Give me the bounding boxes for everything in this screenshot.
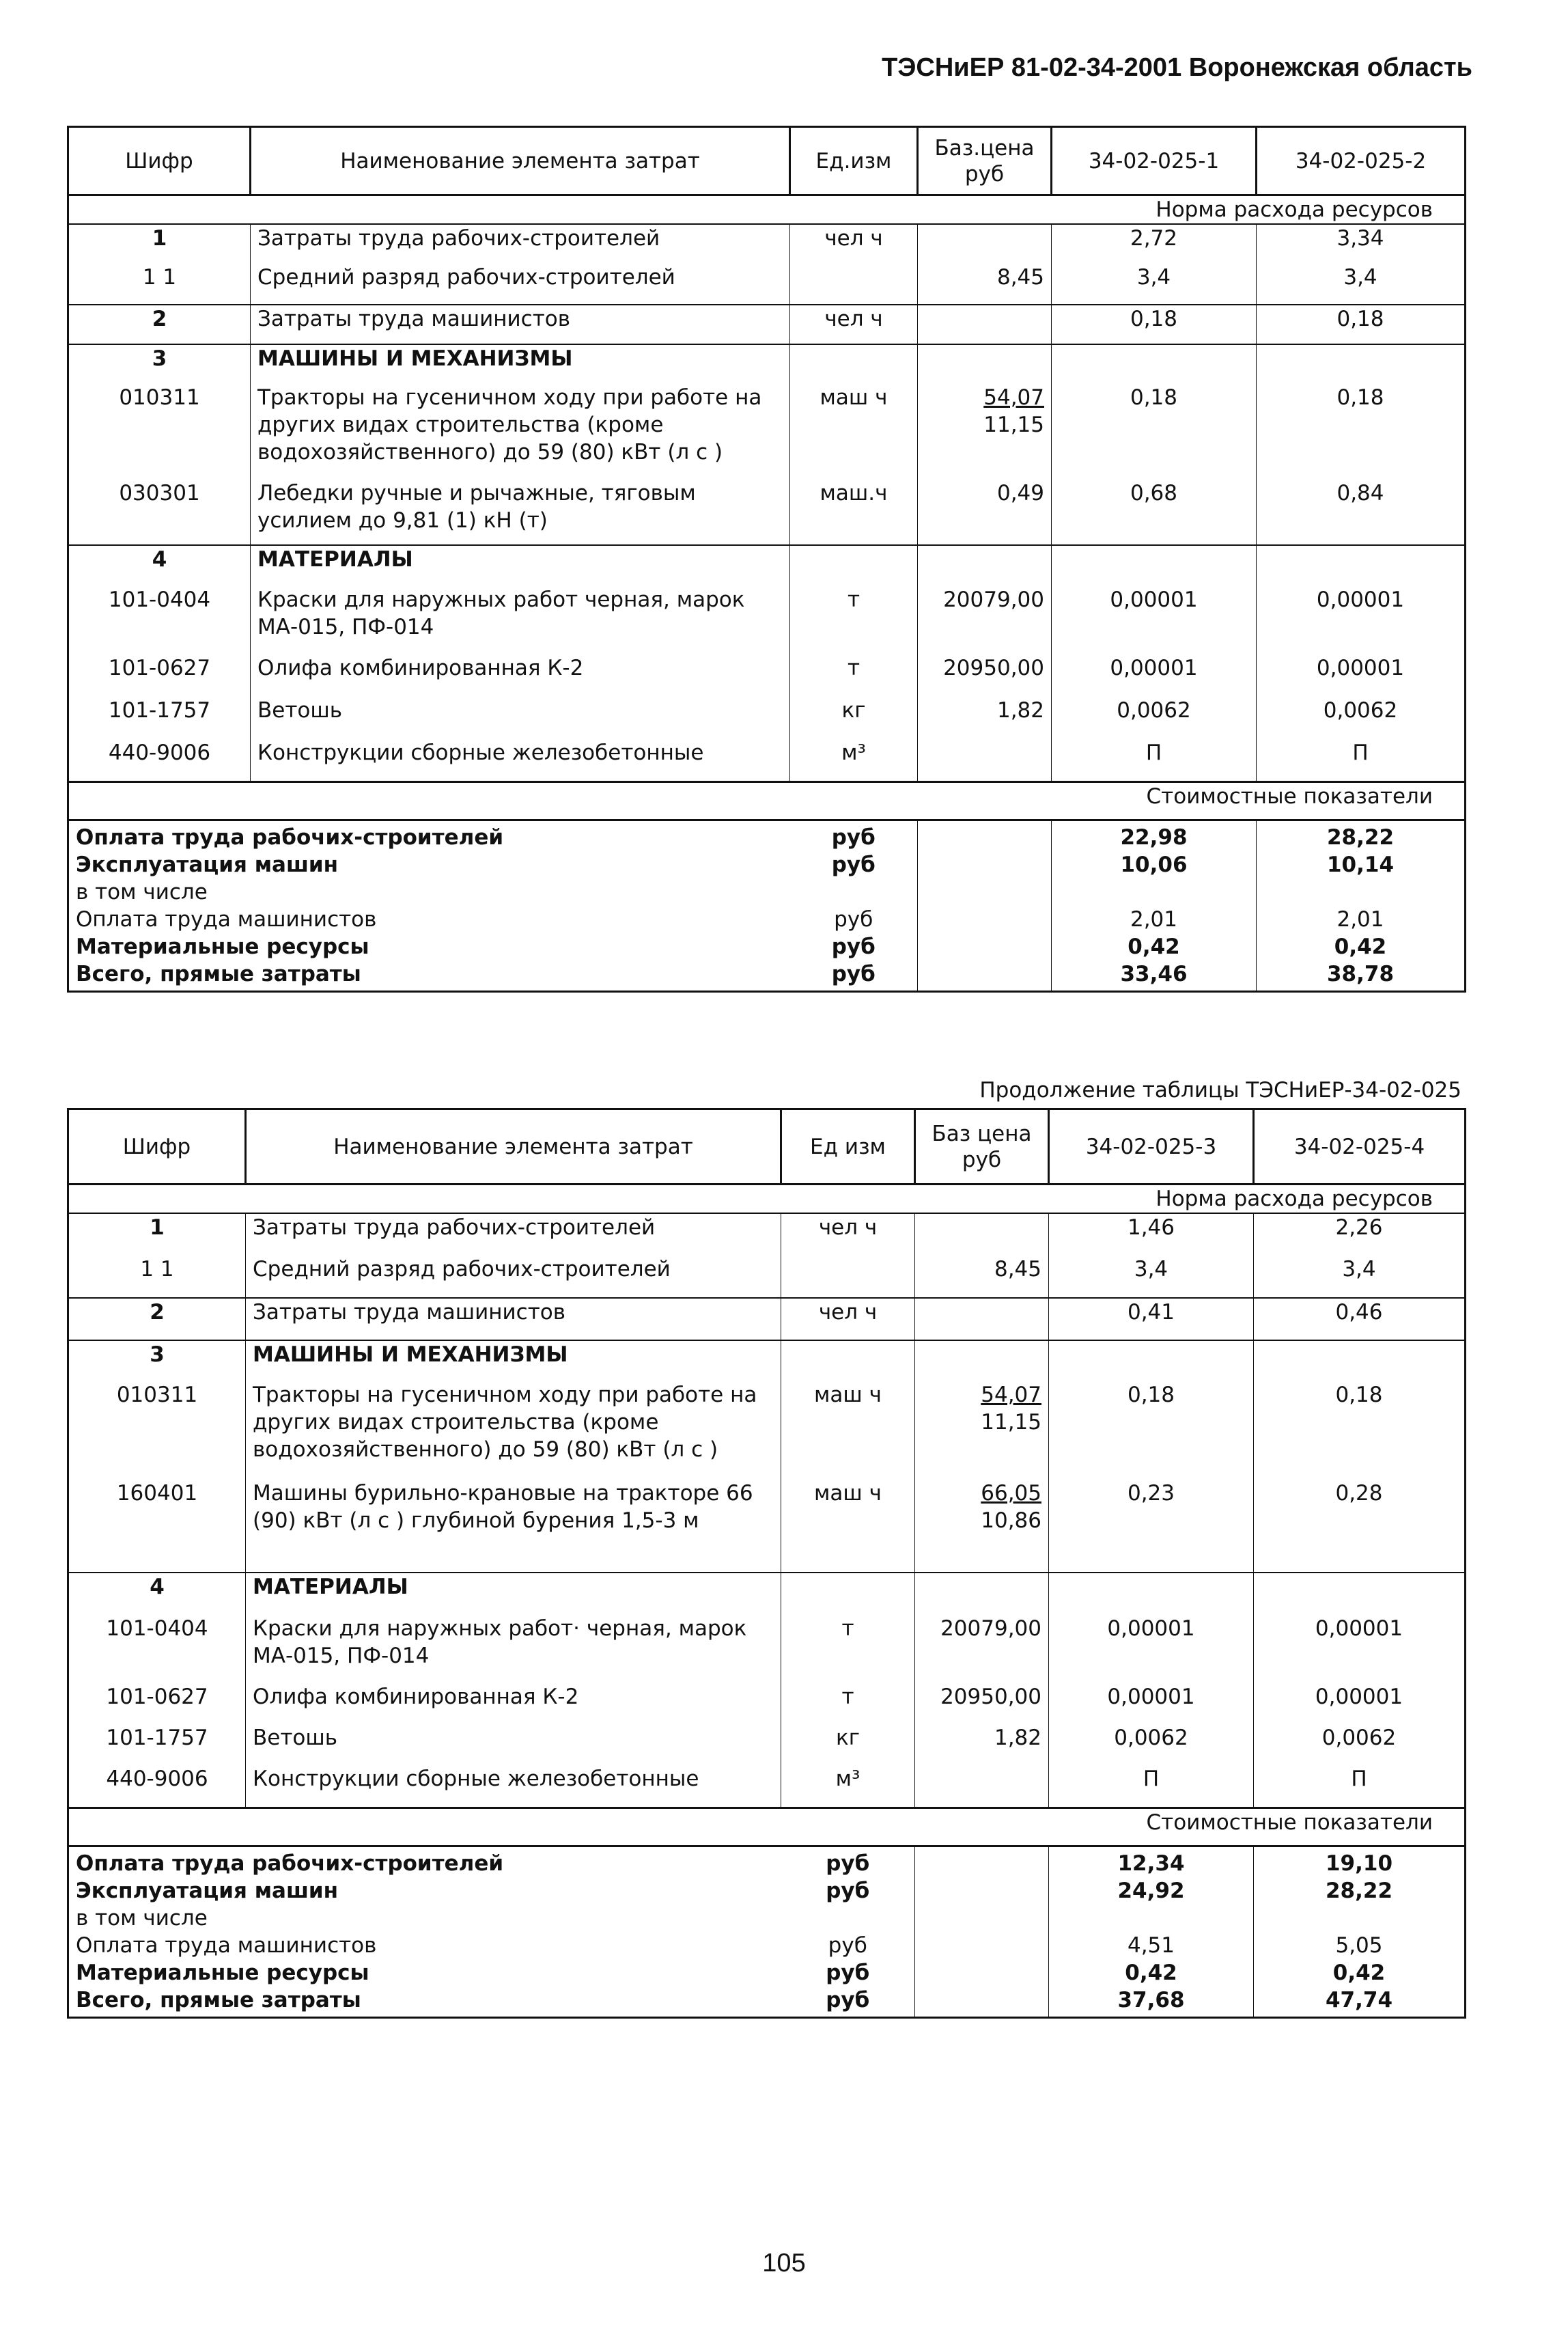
page-number: 105 xyxy=(762,2249,806,2277)
header-col-a: 34-02-025-3 xyxy=(1049,1109,1254,1185)
norm-banner-row xyxy=(68,195,1466,225)
row-value-b: 0,84 xyxy=(1257,480,1466,545)
header-price: Баз.цена руб xyxy=(918,127,1052,195)
row-value-b: 3,34 xyxy=(1257,224,1466,264)
row-name: Олифа комбинированная К-2 xyxy=(246,1683,781,1724)
row-unit: маш ч xyxy=(790,384,918,480)
cost-unit: руб xyxy=(790,906,918,933)
row-name: Тракторы на гусеничном ходу при работе на других видах строительства (кроме водохозяйственного) до 59 (80) кВт (л с ) xyxy=(251,384,790,480)
row-value-a: П xyxy=(1049,1765,1254,1808)
row-value-b: 0,0062 xyxy=(1254,1724,1466,1765)
table-row xyxy=(68,480,1466,545)
row-unit: чел ч xyxy=(781,1298,915,1340)
norm-banner: Норма расхода ресурсов xyxy=(68,195,1466,225)
cost-row xyxy=(68,906,1466,933)
row-code: 1 1 xyxy=(68,1256,246,1298)
row-code: 101-0627 xyxy=(68,1683,246,1724)
row-code: 1 xyxy=(68,1213,246,1256)
section-row xyxy=(68,545,1466,586)
row-value-a: 3,4 xyxy=(1052,264,1257,305)
row-value-a: 1,46 xyxy=(1049,1213,1254,1256)
row-value-b: 0,00001 xyxy=(1257,654,1466,697)
row-price-secondary: 11,15 xyxy=(983,413,1044,437)
row-value-a: 0,00001 xyxy=(1052,654,1257,697)
row-name: Ветошь xyxy=(246,1724,781,1765)
cost-banner-row xyxy=(68,781,1466,820)
row-code: 101-0404 xyxy=(68,586,251,654)
row-unit: чел ч xyxy=(790,305,918,344)
row-price xyxy=(915,1256,1049,1298)
row-code: 101-1757 xyxy=(68,1724,246,1765)
row-unit xyxy=(781,1256,915,1298)
cost-value-a: 33,46 xyxy=(1052,960,1257,992)
row-price xyxy=(915,1480,1049,1573)
row-price-value: 1,82 xyxy=(996,698,1044,723)
cost-value-a: 24,92 xyxy=(1049,1877,1254,1905)
row-price-value: 20950,00 xyxy=(943,656,1044,680)
cost-unit: руб xyxy=(781,1846,915,1877)
row-code: 440-9006 xyxy=(68,739,251,781)
row-value-b: 0,28 xyxy=(1254,1480,1466,1573)
row-price xyxy=(918,654,1052,697)
cost-row xyxy=(68,933,1466,960)
row-price xyxy=(918,384,1052,480)
row-name: Лебедки ручные и рычажные, тяговым усилием до 9,81 (1) кН (т) xyxy=(251,480,790,545)
row-price xyxy=(918,480,1052,545)
row-price xyxy=(918,739,1052,781)
row-value-b: 0,00001 xyxy=(1254,1683,1466,1724)
table-row xyxy=(68,224,1466,264)
table-row xyxy=(68,1683,1466,1724)
row-value-a: 0,18 xyxy=(1049,1381,1254,1480)
row-unit: т xyxy=(781,1683,915,1724)
cost-banner: Стоимостные показатели xyxy=(68,781,1466,820)
row-value-a: 0,00001 xyxy=(1049,1683,1254,1724)
row-value-a: 0,18 xyxy=(1052,384,1257,480)
cost-unit: руб xyxy=(790,960,918,992)
row-value-a: 0,0062 xyxy=(1052,697,1257,739)
cost-value-a: 10,06 xyxy=(1052,851,1257,878)
row-value-a: 0,18 xyxy=(1052,305,1257,344)
table-row xyxy=(68,739,1466,781)
cost-value-a: 2,01 xyxy=(1052,906,1257,933)
row-price xyxy=(915,1381,1049,1480)
row-unit: кг xyxy=(790,697,918,739)
cost-value-a: 12,34 xyxy=(1049,1846,1254,1877)
row-unit: т xyxy=(790,654,918,697)
table-row xyxy=(68,1615,1466,1683)
row-unit: маш.ч xyxy=(790,480,918,545)
row-name: Затраты труда машинистов xyxy=(251,305,790,344)
row-unit: т xyxy=(781,1615,915,1683)
row-value-a: 0,41 xyxy=(1049,1298,1254,1340)
cost-banner: Стоимостные показатели xyxy=(68,1808,1466,1846)
table-row xyxy=(68,1480,1466,1573)
row-value-b: 3,4 xyxy=(1257,264,1466,305)
row-unit: т xyxy=(790,586,918,654)
row-value-a: 3,4 xyxy=(1049,1256,1254,1298)
row-code: 101-1757 xyxy=(68,697,251,739)
cost-value-b: 19,10 xyxy=(1254,1846,1466,1877)
section-title: МАШИНЫ И МЕХАНИЗМЫ xyxy=(246,1340,781,1381)
row-name: Средний разряд рабочих-строителей xyxy=(246,1256,781,1298)
cost-label: Оплата труда машинистов xyxy=(68,1932,781,1959)
cost-value-b: 10,14 xyxy=(1257,851,1466,878)
table-row xyxy=(68,1724,1466,1765)
row-code: 440-9006 xyxy=(68,1765,246,1808)
continuation-caption: Продолжение таблицы ТЭСНиЕР-34-02-025 xyxy=(979,1078,1461,1103)
cost-label: в том числе xyxy=(68,878,790,906)
cost-label: Материальные ресурсы xyxy=(68,933,790,960)
cost-unit: руб xyxy=(781,1959,915,1986)
row-value-b: П xyxy=(1254,1765,1466,1808)
cost-row xyxy=(68,851,1466,878)
row-unit: кг xyxy=(781,1724,915,1765)
row-price-value: 20950,00 xyxy=(940,1685,1041,1709)
document-header: ТЭСНиЕР 81-02-34-2001 Воронежская область xyxy=(882,53,1472,82)
table-header-row xyxy=(68,127,1466,195)
row-name: Затраты труда машинистов xyxy=(246,1298,781,1340)
cost-label: Материальные ресурсы xyxy=(68,1959,781,1986)
norm-banner-row xyxy=(68,1185,1466,1214)
row-value-b: 0,18 xyxy=(1254,1381,1466,1480)
cost-banner-row xyxy=(68,1808,1466,1846)
cost-row xyxy=(68,1877,1466,1905)
table-row xyxy=(68,697,1466,739)
row-name: Затраты труда рабочих-строителей xyxy=(251,224,790,264)
cost-value-a: 22,98 xyxy=(1052,820,1257,851)
header-col-b: 34-02-025-2 xyxy=(1257,127,1466,195)
header-code: Шифр xyxy=(68,1109,246,1185)
row-price-value: 54,07 xyxy=(981,1383,1041,1407)
cost-label: Эксплуатация машин xyxy=(68,851,790,878)
row-value-b: 2,26 xyxy=(1254,1213,1466,1256)
header-name: Наименование элемента затрат xyxy=(246,1109,781,1185)
cost-label: Эксплуатация машин xyxy=(68,1877,781,1905)
row-code: 1 1 xyxy=(68,264,251,305)
cost-row xyxy=(68,878,1466,906)
cost-value-b: 28,22 xyxy=(1254,1877,1466,1905)
header-code: Шифр xyxy=(68,127,251,195)
row-price xyxy=(918,305,1052,344)
row-code: 160401 xyxy=(68,1480,246,1573)
cost-value-b: 47,74 xyxy=(1254,1986,1466,2018)
table-row xyxy=(68,305,1466,344)
row-value-b: 3,4 xyxy=(1254,1256,1466,1298)
row-code: 1 xyxy=(68,224,251,264)
row-value-a: 0,00001 xyxy=(1052,586,1257,654)
cost-row xyxy=(68,1959,1466,1986)
cost-value-a: 0,42 xyxy=(1049,1959,1254,1986)
cost-row xyxy=(68,1905,1466,1932)
row-code: 2 xyxy=(68,1298,246,1340)
cost-row xyxy=(68,820,1466,851)
row-code: 010311 xyxy=(68,1381,246,1480)
row-name: Средний разряд рабочих-строителей xyxy=(251,264,790,305)
row-value-a: 0,0062 xyxy=(1049,1724,1254,1765)
header-name: Наименование элемента затрат xyxy=(251,127,790,195)
row-price xyxy=(918,224,1052,264)
section-row xyxy=(68,1573,1466,1615)
row-price-secondary: 11,15 xyxy=(981,1410,1041,1435)
cost-label: в том числе xyxy=(68,1905,781,1932)
cost-row xyxy=(68,1932,1466,1959)
header-col-b: 34-02-025-4 xyxy=(1254,1109,1466,1185)
row-price xyxy=(915,1683,1049,1724)
section-code: 4 xyxy=(68,1573,246,1615)
section-row xyxy=(68,344,1466,384)
cost-value-b: 38,78 xyxy=(1257,960,1466,992)
cost-value-b: 0,42 xyxy=(1257,933,1466,960)
row-value-a: 2,72 xyxy=(1052,224,1257,264)
row-name: Конструкции сборные железобетонные xyxy=(251,739,790,781)
row-price xyxy=(915,1615,1049,1683)
row-unit: чел ч xyxy=(781,1213,915,1256)
header-unit: Ед изм xyxy=(781,1109,915,1185)
section-code: 4 xyxy=(68,545,251,586)
row-name: Олифа комбинированная К-2 xyxy=(251,654,790,697)
cost-label: Всего, прямые затраты xyxy=(68,1986,781,2018)
row-price-value: 20079,00 xyxy=(940,1616,1041,1641)
header-price: Баз цена руб xyxy=(915,1109,1049,1185)
cost-unit: руб xyxy=(781,1877,915,1905)
row-name: Тракторы на гусеничном ходу при работе на других видах строительства (кроме водохозяйственного) до 59 (80) кВт (л с ) xyxy=(246,1381,781,1480)
row-code: 101-0627 xyxy=(68,654,251,697)
row-price xyxy=(915,1765,1049,1808)
row-price xyxy=(915,1724,1049,1765)
row-unit: маш ч xyxy=(781,1381,915,1480)
section-title: МАТЕРИАЛЫ xyxy=(246,1573,781,1615)
row-price xyxy=(918,586,1052,654)
table-row xyxy=(68,1765,1466,1808)
row-unit xyxy=(790,264,918,305)
table-row xyxy=(68,1298,1466,1340)
row-unit: м³ xyxy=(790,739,918,781)
cost-label: Оплата труда рабочих-строителей xyxy=(68,1846,781,1877)
table-row xyxy=(68,384,1466,480)
row-name: Ветошь xyxy=(251,697,790,739)
section-code: 3 xyxy=(68,344,251,384)
row-name: Краски для наружных работ· черная, марок МА-015, ПФ-014 xyxy=(246,1615,781,1683)
cost-unit: руб xyxy=(781,1986,915,2018)
section-title: МАТЕРИАЛЫ xyxy=(251,545,790,586)
cost-row xyxy=(68,960,1466,992)
cost-label: Оплата труда рабочих-строителей xyxy=(68,820,790,851)
row-price xyxy=(918,264,1052,305)
row-code: 101-0404 xyxy=(68,1615,246,1683)
cost-row xyxy=(68,1846,1466,1877)
row-name: Затраты труда рабочих-строителей xyxy=(246,1213,781,1256)
cost-label: Оплата труда машинистов xyxy=(68,906,790,933)
cost-value-a: 37,68 xyxy=(1049,1986,1254,2018)
cost-unit: руб xyxy=(781,1932,915,1959)
cost-value-b: 2,01 xyxy=(1257,906,1466,933)
row-price-value: 8,45 xyxy=(994,1257,1041,1282)
resource-table-1 xyxy=(67,126,1466,993)
row-unit: маш ч xyxy=(781,1480,915,1573)
row-price xyxy=(915,1213,1049,1256)
table-row xyxy=(68,586,1466,654)
row-value-b: 0,00001 xyxy=(1257,586,1466,654)
row-name: Машины бурильно-крановые на тракторе 66 (90) кВт (л с ) глубиной бурения 1,5-3 м xyxy=(246,1480,781,1573)
section-code: 3 xyxy=(68,1340,246,1381)
row-code: 2 xyxy=(68,305,251,344)
row-price-value: 0,49 xyxy=(996,481,1044,506)
row-value-b: 0,00001 xyxy=(1254,1615,1466,1683)
row-value-b: 0,0062 xyxy=(1257,697,1466,739)
row-unit: чел ч xyxy=(790,224,918,264)
norm-banner: Норма расхода ресурсов xyxy=(68,1185,1466,1214)
cost-value-b: 0,42 xyxy=(1254,1959,1466,1986)
resource-table-2 xyxy=(67,1108,1466,2019)
cost-unit: руб xyxy=(790,820,918,851)
row-code: 010311 xyxy=(68,384,251,480)
header-unit: Ед.изм xyxy=(790,127,918,195)
row-code: 030301 xyxy=(68,480,251,545)
row-value-a: П xyxy=(1052,739,1257,781)
row-name: Краски для наружных работ черная, марок МА-015, ПФ-014 xyxy=(251,586,790,654)
row-value-a: 0,00001 xyxy=(1049,1615,1254,1683)
table-row xyxy=(68,1256,1466,1298)
table-header-row xyxy=(68,1109,1466,1185)
row-price-value: 8,45 xyxy=(996,265,1044,290)
cost-value-a: 0,42 xyxy=(1052,933,1257,960)
row-price xyxy=(918,697,1052,739)
section-row xyxy=(68,1340,1466,1381)
row-price-secondary: 10,86 xyxy=(981,1508,1041,1533)
cost-row xyxy=(68,1986,1466,2018)
cost-value-a: 4,51 xyxy=(1049,1932,1254,1959)
cost-unit: руб xyxy=(790,851,918,878)
row-name: Конструкции сборные железобетонные xyxy=(246,1765,781,1808)
row-value-b: 0,18 xyxy=(1257,384,1466,480)
row-value-a: 0,23 xyxy=(1049,1480,1254,1573)
cost-value-b: 5,05 xyxy=(1254,1932,1466,1959)
table-row xyxy=(68,1213,1466,1256)
row-price xyxy=(915,1298,1049,1340)
row-price-value: 20079,00 xyxy=(943,587,1044,612)
row-value-b: 0,46 xyxy=(1254,1298,1466,1340)
cost-unit: руб xyxy=(790,933,918,960)
table-row xyxy=(68,654,1466,697)
cost-value-b: 28,22 xyxy=(1257,820,1466,851)
row-value-a: 0,68 xyxy=(1052,480,1257,545)
row-value-b: 0,18 xyxy=(1257,305,1466,344)
row-unit: м³ xyxy=(781,1765,915,1808)
row-price-value: 66,05 xyxy=(981,1481,1041,1506)
cost-label: Всего, прямые затраты xyxy=(68,960,790,992)
row-value-b: П xyxy=(1257,739,1466,781)
table-row xyxy=(68,264,1466,305)
table-row xyxy=(68,1381,1466,1480)
header-col-a: 34-02-025-1 xyxy=(1052,127,1257,195)
row-price-value: 54,07 xyxy=(983,385,1044,410)
section-title: МАШИНЫ И МЕХАНИЗМЫ xyxy=(251,344,790,384)
row-price-value: 1,82 xyxy=(994,1726,1041,1750)
